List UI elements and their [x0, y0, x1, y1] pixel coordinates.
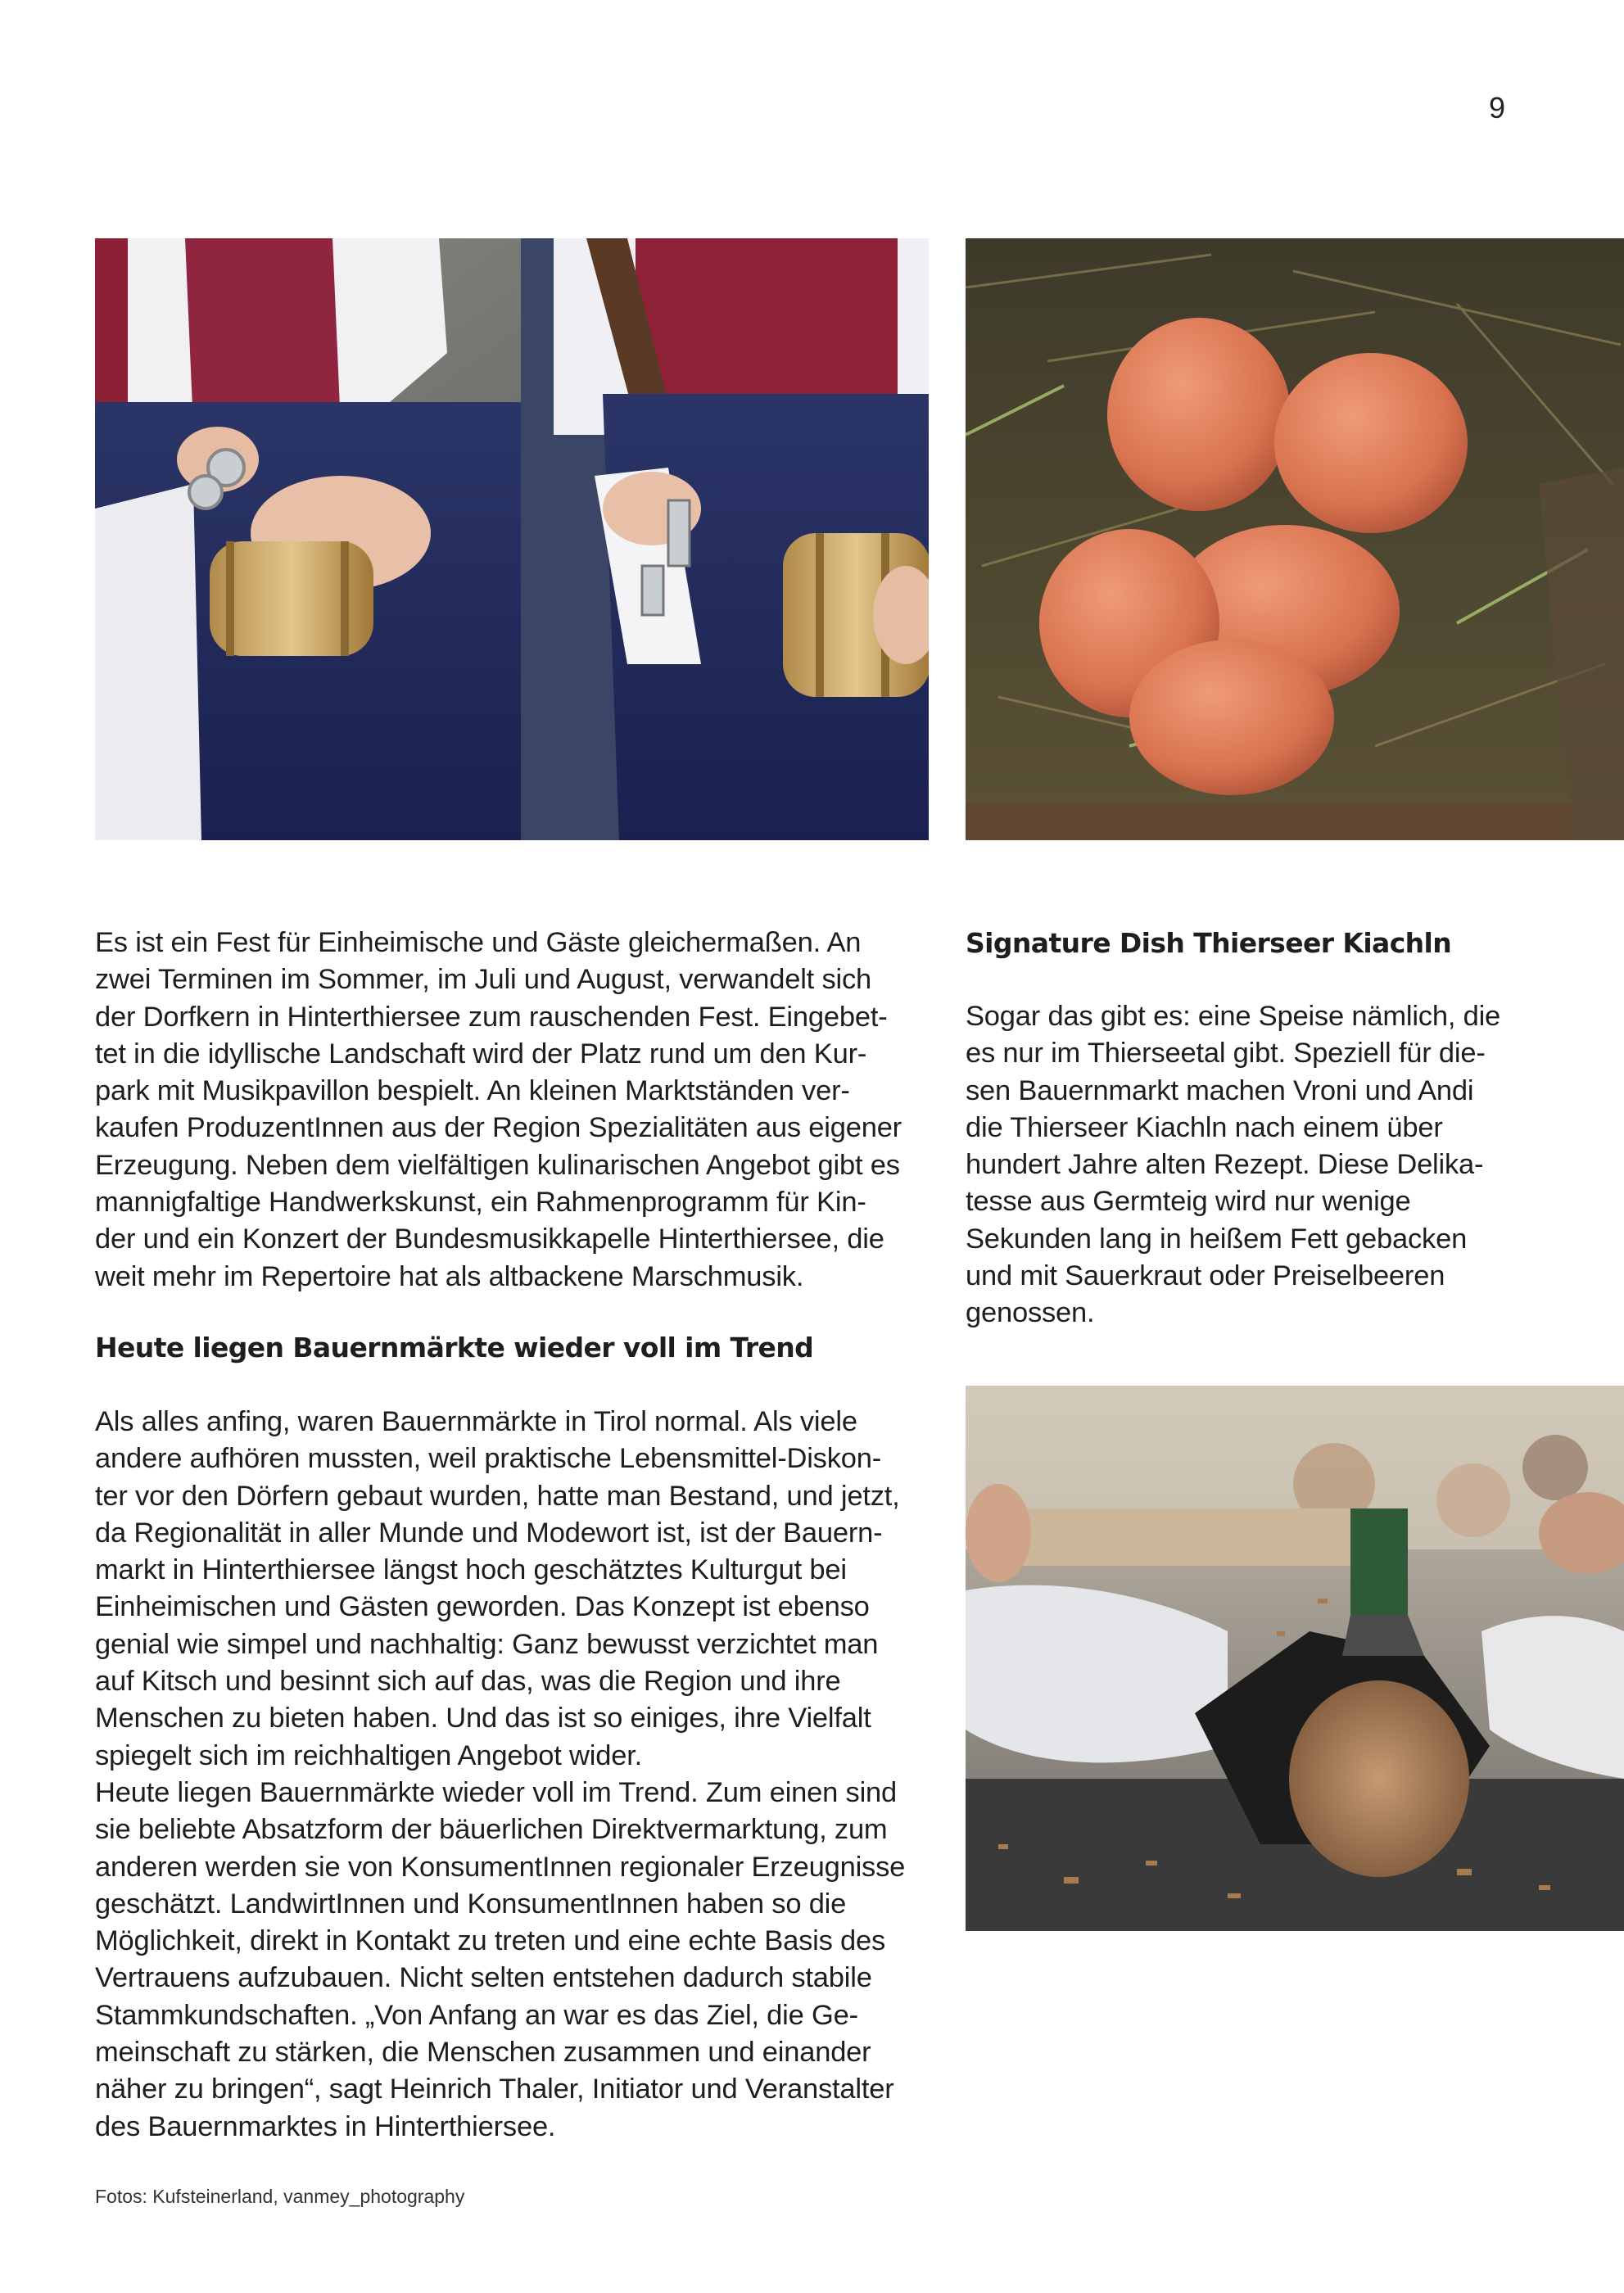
text-line: der Dorfkern in Hinterthiersee zum rauschenden Fest. Eingebet-	[95, 1001, 888, 1033]
text-line: mannigfaltige Handwerkskunst, ein Rahmenprogramm für Kin-	[95, 1187, 866, 1219]
text-line: geschätzt. LandwirtInnen und KonsumentInnen haben so die	[95, 1888, 847, 1920]
text-line: Sogar das gibt es: eine Speise nämlich, die	[966, 1001, 1501, 1032]
text-line: Als alles anfing, waren Bauernmärkte in Tirol normal. Als viele	[95, 1406, 857, 1437]
text-line: tesse aus Germteig wird nur wenige	[966, 1186, 1411, 1218]
text-line: Möglichkeit, direkt in Kontakt zu treten und eine echte Basis des	[95, 1925, 886, 1957]
text-line: Erzeugung. Neben dem vielfältigen kulinarischen Angebot gibt es	[95, 1149, 900, 1181]
text-line: hundert Jahre alten Rezept. Diese Delika-	[966, 1149, 1484, 1181]
section-heading-signature-dish: Signature Dish Thierseer Kiachln	[966, 927, 1452, 959]
text-line: Es ist ein Fest für Einheimische und Gäste gleichermaßen. An	[95, 927, 862, 958]
text-line: Menschen zu bieten haben. Und das ist so einiges, ihre Vielfalt	[95, 1703, 871, 1734]
text-line: es nur im Thierseetal gibt. Speziell für die-	[966, 1038, 1486, 1070]
text-line: zwei Terminen im Sommer, im Juli und August, verwandelt sich	[95, 964, 872, 996]
text-line: tet in die idyllische Landschaft wird der Platz rund um den Kur-	[95, 1038, 867, 1070]
photo-credit: Fotos: Kufsteinerland, vanmey_photography	[95, 2186, 465, 2207]
left-main-paragraph	[95, 1404, 905, 2146]
text-line: Sekunden lang in heißem Fett gebacken	[966, 1223, 1468, 1255]
right-paragraph	[966, 998, 1500, 1332]
text-line: park mit Musikpavillon bespielt. An kleinen Marktständen ver-	[95, 1075, 850, 1107]
text-line: Einheimischen und Gästen geworden. Das Konzept ist ebenso	[95, 1591, 870, 1623]
text-line: andere aufhören mussten, weil praktische Lebensmittel-Diskon-	[95, 1443, 882, 1475]
left-intro-paragraph	[95, 925, 902, 1296]
text-line: markt in Hinterthiersee längst hoch geschätztes Kulturgut bei	[95, 1554, 847, 1586]
text-line: genossen.	[966, 1297, 1095, 1329]
text-line: spiegelt sich im reichhaltigen Angebot wider.	[95, 1739, 642, 1771]
text-line: Stammkundschaften. „Von Anfang an war es das Ziel, die Ge-	[95, 1999, 858, 2031]
text-line: meinschaft zu stärken, die Menschen zusammen und einander	[95, 2037, 871, 2069]
axe-photo-icon	[966, 1386, 1624, 1931]
text-line: auf Kitsch und besinnt sich auf das, was die Region und ihre	[95, 1666, 841, 1698]
page-number: 9	[1489, 91, 1506, 124]
dirndl-photo-icon	[95, 238, 929, 840]
text-line: die Thierseer Kiachln nach einem über	[966, 1111, 1443, 1143]
photo-women-in-dirndl	[95, 238, 929, 840]
text-line: da Regionalität in aller Munde und Modewort ist, ist der Bauern-	[95, 1517, 883, 1549]
text-line: der und ein Konzert der Bundesmusikkapelle Hinterthiersee, die	[95, 1223, 884, 1255]
photo-eggs-in-nest	[966, 238, 1624, 840]
text-line: genial wie simpel und nachhaltig: Ganz bewusst verzichtet man	[95, 1628, 879, 1660]
text-line: sen Bauernmarkt machen Vroni und Andi	[966, 1074, 1474, 1106]
text-line: weit mehr im Repertoire hat als altbackene Marschmusik.	[95, 1260, 804, 1292]
text-line: des Bauernmarktes in Hinterthiersee.	[95, 2110, 556, 2142]
section-heading-trend: Heute liegen Bauernmärkte wieder voll im Trend	[95, 1332, 814, 1364]
photo-axe-chopping-log	[966, 1386, 1624, 1931]
text-line: und mit Sauerkraut oder Preiselbeeren	[966, 1260, 1445, 1292]
text-line: näher zu bringen“, sagt Heinrich Thaler, Initiator und Veranstalter	[95, 2074, 894, 2105]
text-line: anderen werden sie von KonsumentInnen regionaler Erzeugnisse	[95, 1851, 906, 1883]
text-line: kaufen ProduzentInnen aus der Region Spezialitäten aus eigener	[95, 1112, 902, 1144]
text-line: Heute liegen Bauernmärkte wieder voll im Trend. Zum einen sind	[95, 1776, 898, 1808]
text-line: ter vor den Dörfern gebaut wurden, hatte man Bestand, und jetzt,	[95, 1480, 900, 1512]
eggs-photo-icon	[966, 238, 1624, 840]
text-line: sie beliebte Absatzform der bäuerlichen Direktvermarktung, zum	[95, 1814, 888, 1846]
text-line: Vertrauens aufzubauen. Nicht selten entstehen dadurch stabile	[95, 1962, 872, 1994]
